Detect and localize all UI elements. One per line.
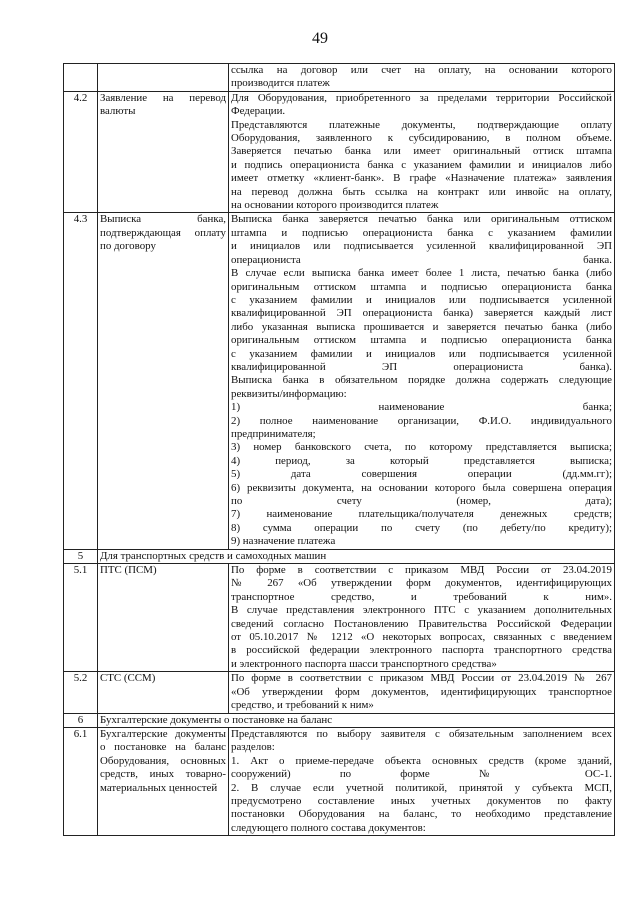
- requirement-line: 3) номер банковского счета, по которому представляется выписка;: [231, 441, 612, 454]
- requirement-line: По форме в соответствии с приказом МВД России от 23.04.2019 № 267: [231, 672, 612, 685]
- requirement-line: 2) полное наименование организации, Ф.И.О. индивидуального: [231, 414, 612, 427]
- table-row: [64, 564, 615, 672]
- requirement-line: 6) реквизиты документа, на основании которого была совершена операция: [231, 481, 612, 494]
- row-number: [64, 64, 98, 92]
- section-title: Бухгалтерские документы о постановке на баланс: [98, 713, 615, 727]
- requirement-line: либо указанная выписка прошивается и заверяется печатью банка (либо: [231, 320, 612, 333]
- document-name: Заявление на перевод валюты: [98, 91, 229, 213]
- document-name: СТС (ССМ): [98, 672, 229, 713]
- requirement-line: 1. Акт о приеме-передаче объекта основных средств (кроме зданий,: [231, 754, 612, 767]
- requirement-line: В случае если выписка банка имеет более 1 листа, печатью банка (либо: [231, 267, 612, 280]
- requirement-line: и подпись операциониста банка с указанием фамилии и инициалов либо: [231, 158, 612, 171]
- requirement-line: на перевод должна быть ссылка на контракт или инвойс на оплату,: [231, 185, 612, 198]
- row-number: 6.1: [64, 727, 98, 835]
- requirement-line: с указанием фамилии и инициалов или подписывается усиленной: [231, 347, 612, 360]
- requirement-line: квалифицированной ЭП операциониста банка) заверяется каждый лист: [231, 307, 612, 320]
- requirement-line: По форме в соответствии с приказом МВД России от 23.04.2019: [231, 564, 612, 577]
- table-row: [64, 672, 615, 713]
- requirement-line: Заверяется печатью банка или имеет оригинальный оттиск штампа: [231, 145, 612, 158]
- document-requirements: [229, 564, 615, 672]
- requirement-line: предпринимателя;: [231, 427, 316, 440]
- requirement-line: 9) назначение платежа: [231, 535, 336, 548]
- requirement-line: В случае представления электронного ПТС с указанием дополнительных: [231, 604, 612, 617]
- document-name: ПТС (ПСМ): [98, 564, 229, 672]
- requirement-line: оригинальным оттиском штампа и подписью операциониста банка: [231, 334, 612, 347]
- requirement-line: Выписка банка в обязательном порядке должна содержать следующие: [231, 374, 612, 387]
- requirement-line: с указанием фамилии и инициалов или подписывается усиленной: [231, 293, 612, 306]
- requirement-line: Федерации.: [231, 105, 286, 118]
- requirement-line: ссылка на договор или счет на оплату, на основании которого: [231, 64, 612, 76]
- document-requirements: [229, 91, 615, 213]
- requirement-line: транспортное средство, и требований к ним».: [231, 590, 612, 603]
- document-requirements: [229, 727, 615, 835]
- document-name: [98, 64, 229, 92]
- requirement-line: «Об утверждении форм документов, идентифицирующих транспортное: [231, 685, 612, 698]
- page-number: 49: [312, 30, 328, 47]
- requirement-line: следующего полного состава документов:: [231, 821, 426, 834]
- requirement-line: производится платеж: [231, 77, 330, 90]
- requirement-line: по счету (номер, дата);: [231, 495, 612, 507]
- section-row: [64, 713, 615, 727]
- requirement-line: средство, и требований к ним»: [231, 699, 374, 712]
- document-requirements: [229, 213, 615, 549]
- row-number: 4.2: [64, 91, 98, 213]
- document-name: Выписка банка, подтверждающая оплату по договору: [98, 213, 229, 549]
- requirement-line: постановки Оборудования на баланс, то необходимо представление: [231, 808, 612, 821]
- requirement-line: 4) период, за который представляется выписка;: [231, 454, 612, 467]
- requirement-line: от 05.10.2017 № 1212 «О некоторых вопросах, связанных с введением: [231, 631, 612, 644]
- row-number: 5.2: [64, 672, 98, 713]
- requirement-line: 5) дата совершения операции (дд.мм.гг);: [231, 468, 612, 481]
- requirement-line: на основании которого производится платеж: [231, 199, 439, 212]
- requirement-line: имеет отметку «клиент-банк». В графе «Назначение платежа» заявления: [231, 172, 612, 185]
- requirement-line: сведений согласно Постановлению Правительства Российской Федерации: [231, 617, 612, 630]
- requirement-line: разделов:: [231, 741, 275, 754]
- table-row: [64, 91, 615, 213]
- requirement-line: штампа и подписью операциониста банка с указанием фамилии: [231, 226, 612, 239]
- document-requirements: [229, 64, 615, 92]
- requirement-line: Представляются по выбору заявителя с обязательным заполнением всех: [231, 727, 612, 740]
- requirement-line: Выписка банка заверяется печатью банка или оригинальным оттиском: [231, 213, 612, 226]
- documents-table: [63, 63, 615, 836]
- requirement-line: 8) сумма операции по счету (по дебету/по кредиту);: [231, 521, 612, 534]
- row-number: 4.3: [64, 213, 98, 549]
- requirement-line: 7) наименование плательщика/получателя денежных средств;: [231, 508, 612, 521]
- documents-table-body: [64, 64, 615, 836]
- requirement-line: 1) наименование банка;: [231, 401, 612, 414]
- requirement-line: квалифицированной ЭП операциониста банка).: [231, 360, 612, 373]
- table-row: [64, 213, 615, 549]
- section-row: [64, 549, 615, 563]
- requirement-line: Оборудования, заявленного к субсидированию, в полном объеме.: [231, 132, 612, 145]
- table-row: [64, 727, 615, 835]
- requirement-line: предусмотрено составление иных учетных документов по факту: [231, 794, 612, 807]
- requirement-line: 2. В случае если учетной политикой, принятой у субъекта МСП,: [231, 781, 612, 794]
- requirement-line: операциониста банка.: [231, 253, 612, 266]
- requirement-line: в российской федерации электронного паспорта транспортного средства: [231, 644, 612, 657]
- section-title: Для транспортных средств и самоходных машин: [98, 549, 615, 563]
- requirement-line: реквизиты/информацию:: [231, 387, 347, 400]
- row-number: 5: [64, 549, 98, 563]
- requirement-line: и электронного паспорта шасси транспортного средства»: [231, 657, 497, 670]
- requirement-line: оригинальным оттиском штампа и подписью операциониста банка: [231, 280, 612, 293]
- requirement-line: Представляются платежные документы, подтверждающие оплату: [231, 118, 612, 131]
- document-name: Бухгалтерские документы о постановке на баланс Оборудования, основных средств, иных товарно-материальных ценностей: [98, 727, 229, 835]
- row-number: 6: [64, 713, 98, 727]
- requirement-line: № 267 «Об утверждении форм документов, идентифицирующих: [231, 577, 612, 590]
- requirement-line: сооружений) по форме № ОС-1.: [231, 768, 612, 781]
- requirement-line: Для Оборудования, приобретенного за пределами территории Российской: [231, 91, 612, 104]
- table-row: [64, 64, 615, 92]
- row-number: 5.1: [64, 564, 98, 672]
- requirement-line: и инициалов или подписывается усиленной квалифицированной ЭП: [231, 240, 612, 253]
- document-requirements: [229, 672, 615, 713]
